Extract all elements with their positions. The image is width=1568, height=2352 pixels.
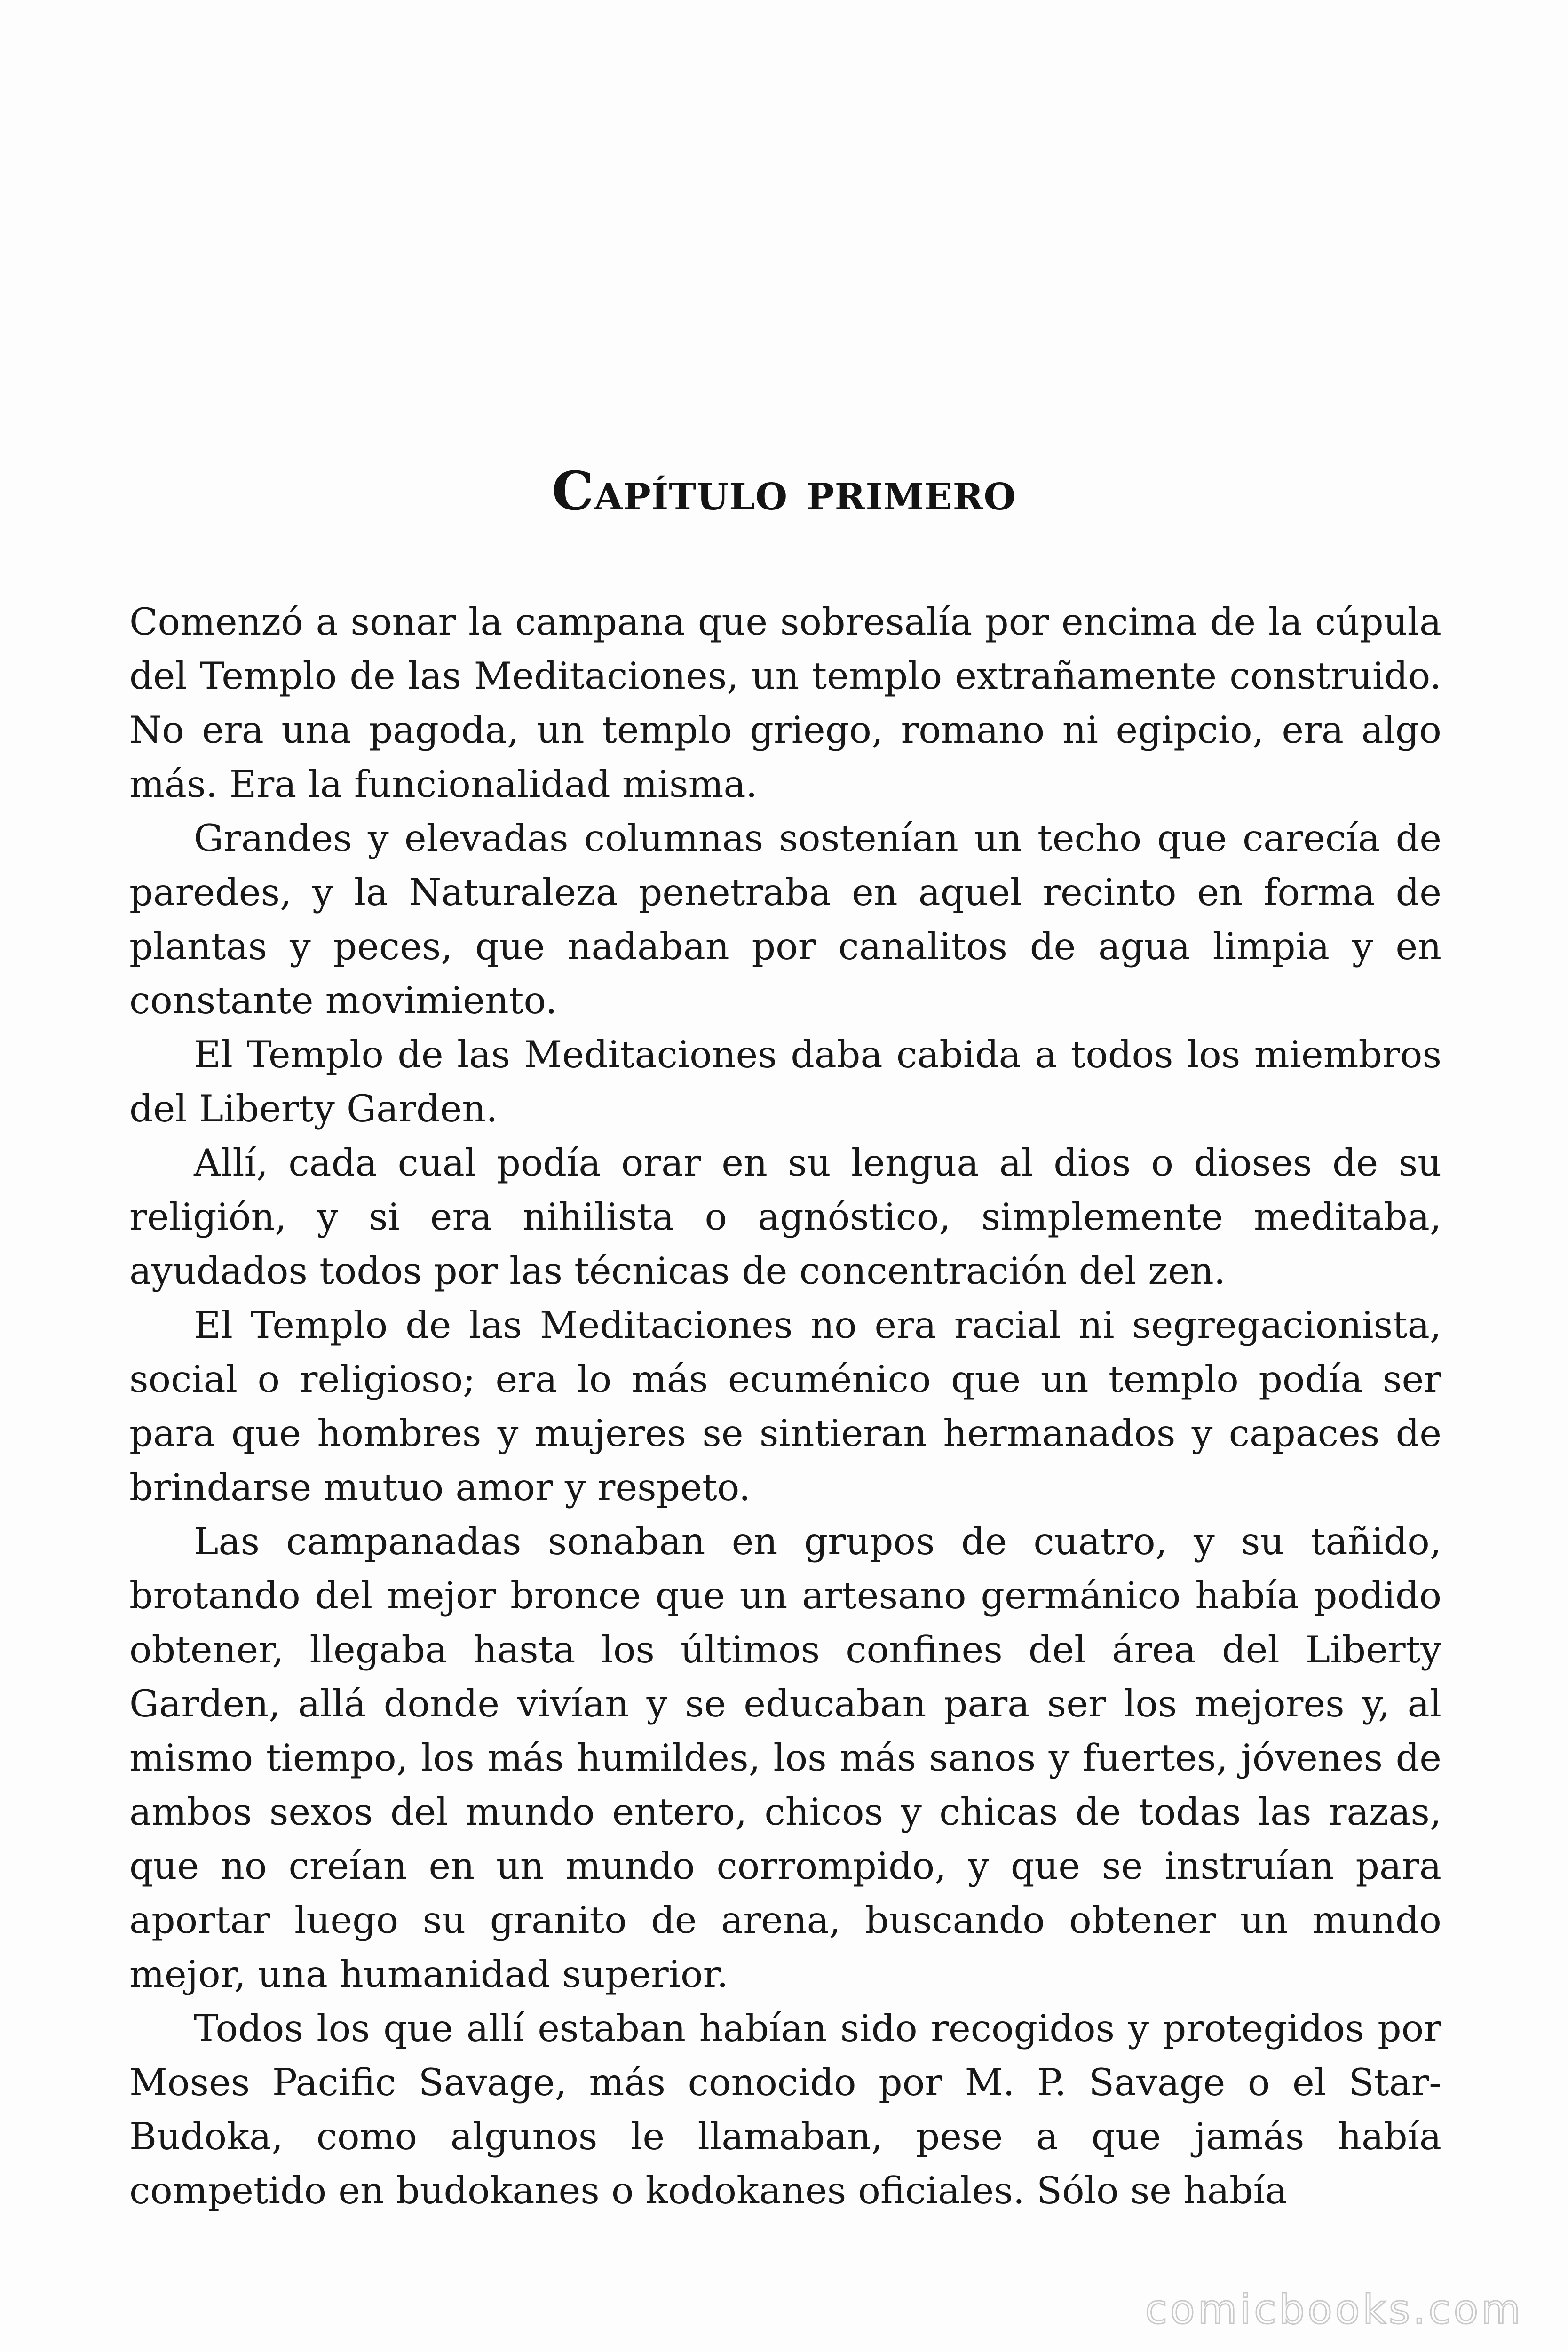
paragraph-4: Allí, cada cual podía orar en su lengua al dios o dioses de su religión, y si era nihilista o agnóstico, simplemente meditaba, ayudados todos por las técnicas de concentración del zen. [129, 1141, 1441, 1293]
chapter-body [129, 595, 1441, 2218]
paragraph-3: El Templo de las Meditaciones daba cabida a todos los miembros del Liberty Garden. [129, 1033, 1441, 1130]
paragraph-6: Las campanadas sonaban en grupos de cuatro, y su tañido, brotando del mejor bronce que un artesano germánico había podido obtener, llegaba hasta los últimos confines del área del Liberty Garden, allá donde vivían y se educaban para ser los mejores y, al mismo tiempo, los más humildes, los más sanos y fuertes, jóvenes de ambos sexos del mundo entero, chicos y chicas de todas las razas, que no creían en un mundo corrompido, y que se instruían para aportar luego su granito de arena, buscando obtener un mundo mejor, una humanidad superior. [129, 1520, 1441, 1996]
chapter-title: Capítulo primero [552, 461, 1016, 522]
paragraph-1: Comenzó a sonar la campana que sobresalía por encima de la cúpula del Templo de las Meditaciones, un templo extrañamente construido. No era una pagoda, un templo griego, romano ni egipcio, era algo más. Era la funcionalidad misma. [129, 600, 1441, 806]
paragraph-5: El Templo de las Meditaciones no era racial ni segregacionista, social o religioso; era lo más ecuménico que un templo podía ser para que hombres y mujeres se sintieran hermanados y capaces de brindarse mutuo amor y respeto. [129, 1303, 1441, 1509]
paragraph-2: Grandes y elevadas columnas sostenían un techo que carecía de paredes, y la Naturaleza penetraba en aquel recinto en forma de plantas y peces, que nadaban por canalitos de agua limpia y en constante movimiento. [129, 817, 1441, 1022]
watermark: comicbooks.com [1145, 2286, 1523, 2333]
paragraph-7: Todos los que allí estaban habían sido recogidos y protegidos por Moses Pacific Savage, más conocido por M. P. Savage o el Star-Budoka, como algunos le llamaban, pese a que jamás había competido en budokanes o kodokanes oficiales. Sólo se había [129, 2007, 1441, 2212]
